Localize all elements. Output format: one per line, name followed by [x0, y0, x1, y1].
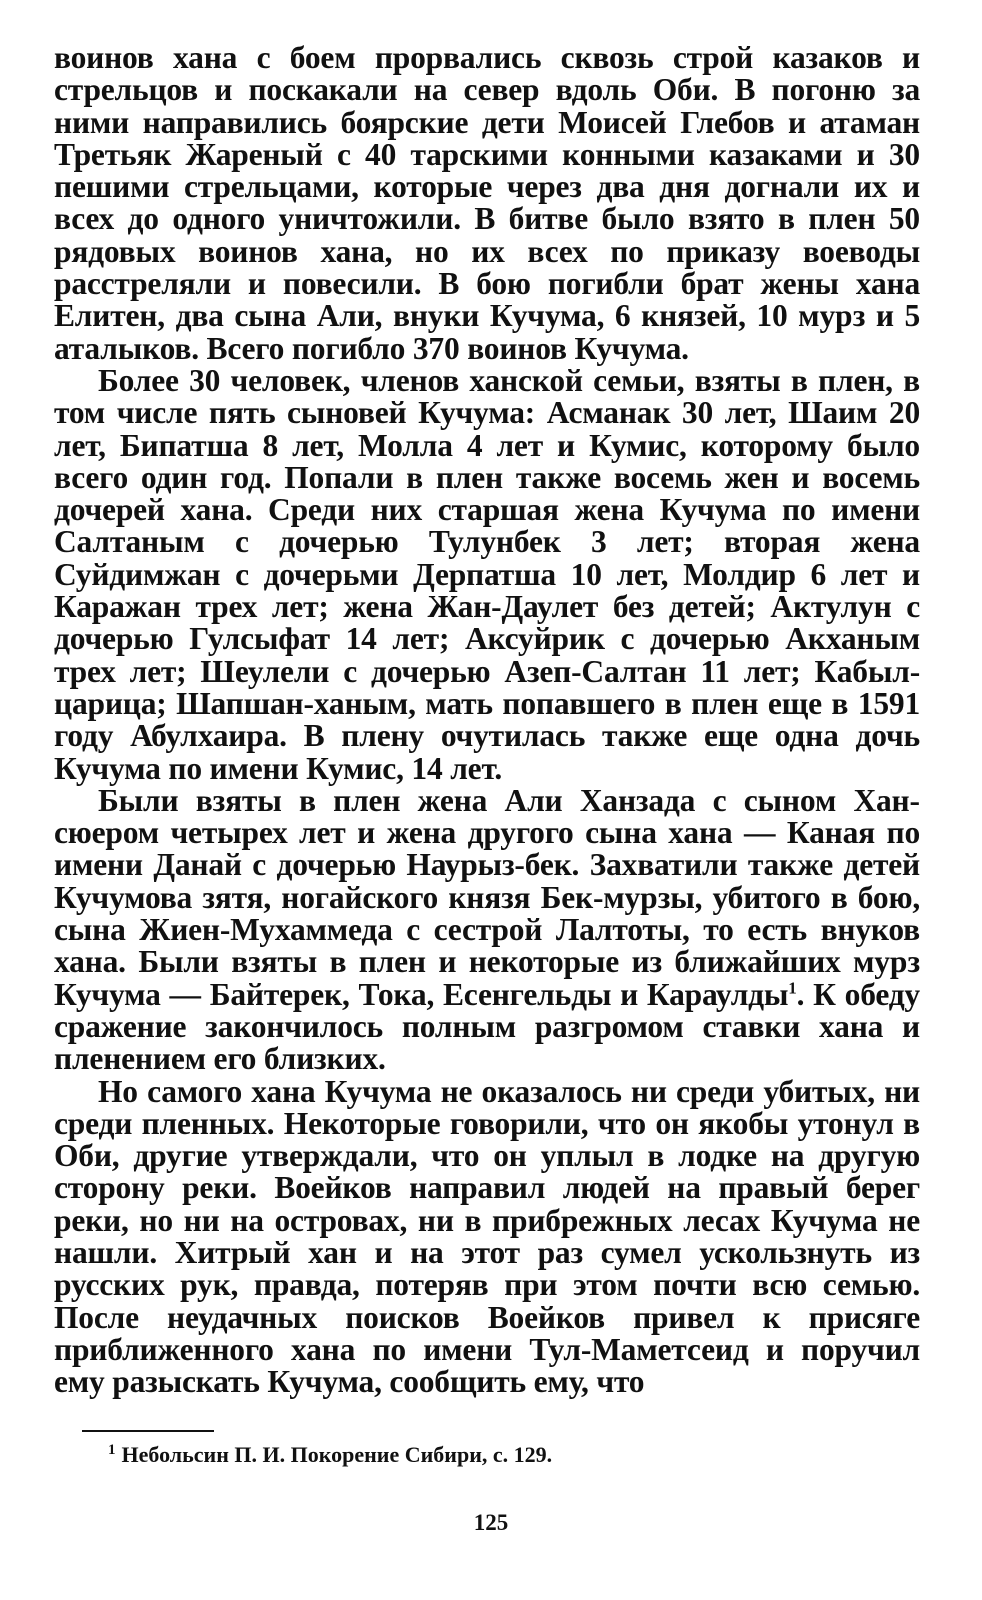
page-body — [54, 42, 920, 1398]
paragraph-1: воинов хана с боем прорвались сквозь строй казаков и стрельцов и поскакали на север вдоль Оби. В погоню за ними направились боярские дети Моисей Глебов и атаман Третьяк Жареный с 40 тарскими конными казаками и 30 пешими стрельцами, которые через два дня догнали их и всех до одного уничтожили. В битве было взято в плен 50 рядовых воинов хана, но их всех по приказу воеводы расстреляли и повесили. В бою погибли брат жены хана Елитен, два сына Али, внуки Кучума, 6 князей, 10 мурз и 5 аталыков. Всего погибло 370 воинов Кучума. — [54, 40, 920, 366]
footnote — [108, 1442, 552, 1468]
paragraph-3-text-before: Были взяты в плен жена Али Ханзада с сыном Хансюером четырех лет и жена другого сына хана — Каная по имени Данай с дочерью Наурыз-бек. Захватили также детей Кучумова зятя, ногайского князя Бек-мурзы, убитого в бою, сына Жиен-Мухаммеда с сестрой Лалтоты, то есть внуков хана. Были взяты в плен и некоторые из ближайших мурз Кучума — Байтерек, Тока, Есенгельды и Караулды — [54, 782, 920, 1012]
footnote-mark: 1 — [108, 1441, 116, 1458]
paragraph-4: Но самого хана Кучума не оказалось ни среди убитых, ни среди пленных. Некоторые говорили, что он якобы утонул в Оби, другие утверждали, что он уплыл в лодке на другую сторону реки. Воейков направил людей на правый берег реки, но ни на островах, ни в прибрежных лесах Кучума не нашли. Хитрый хан и на этот раз сумел ускользнуть из русских рук, правда, потеряв при этом почти всю семью. После неудачных поисков Воейков привел к присяге приближенного хана по имени Тул-Маметсеид и поручил ему разыскать Кучума, сообщить ему, что — [54, 1073, 920, 1400]
paragraph-3 — [54, 782, 920, 1077]
footnote-divider — [82, 1430, 214, 1432]
paragraph-3-text-after: . К обеду сражение закончилось полным разгромом ставки хана и пленением его близких. — [54, 976, 920, 1077]
page-number: 125 — [473, 1510, 509, 1535]
paragraph-2: Более 30 человек, членов ханской семьи, взяты в плен, в том числе пять сыновей Кучума: Асманак 30 лет, Шаим 20 лет, Бипатша 8 лет, Молла 4 лет и Кумис, которому было всего один год. Попали в плен также восемь жен и восемь дочерей хана. Среди них старшая жена Кучума по имени Салтаным с дочерью Тулунбек 3 лет; вторая жена Суйдимжан с дочерьми Дерпатша 10 лет, Молдир 6 лет и Каражан трех лет; жена Жан-Даулет без детей; Актулун с дочерью Гулсыфат 14 лет; Аксуйрик с дочерью Акханым трех лет; Шеулели с дочерью Азеп-Салтан 11 лет; Кабыл-царица; Шапшан-ханым, мать попавшего в плен еще в 1591 году Абулхаира. В плену очутилась также еще одна дочь Кучума по имени Кумис, 14 лет. — [54, 362, 920, 786]
footnote-reference: 1 — [788, 978, 797, 998]
footnote-text: Небольсин П. И. Покорение Сибири, с. 129. — [121, 1442, 553, 1467]
